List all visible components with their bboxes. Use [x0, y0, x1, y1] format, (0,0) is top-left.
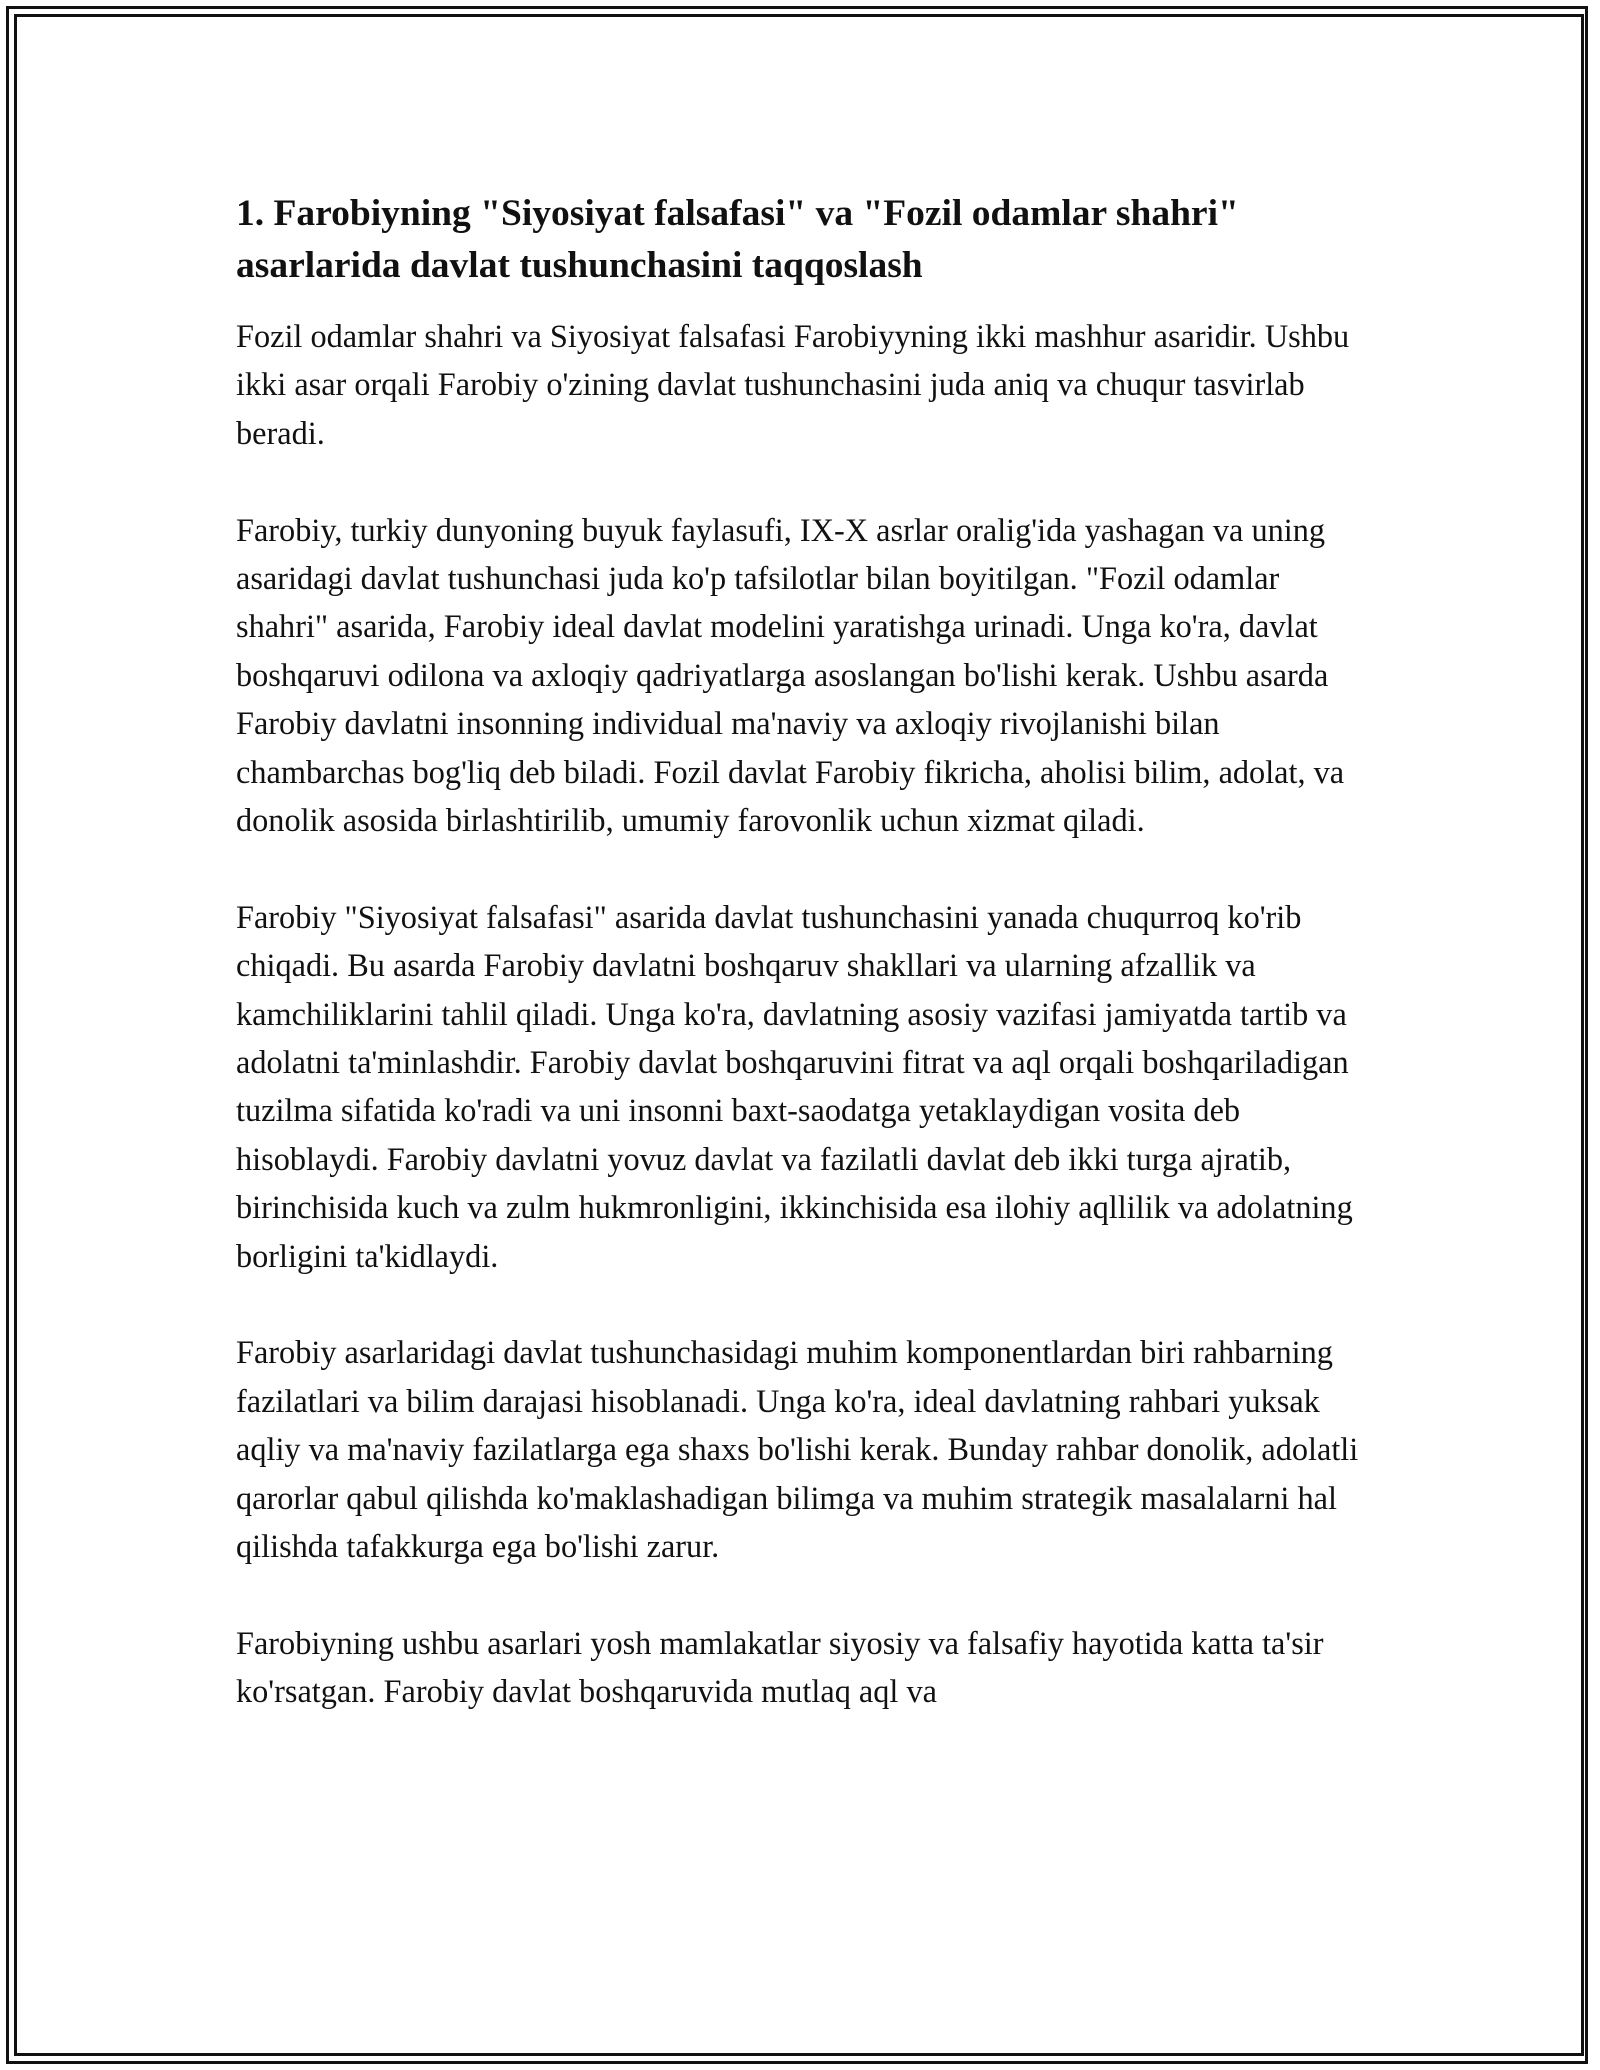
paragraph-5: Farobiyning ushbu asarlari yosh mamlakatlar siyosiy va falsafiy hayotida katta ta'sir ko'rsatgan. Farobiy davlat boshqaruvida mutlaq aql va [236, 1624, 1324, 1710]
paragraph-4: Farobiy asarlaridagi davlat tushunchasidagi muhim komponentlardan biri rahbarning fazilatlari va bilim darajasi hisoblanadi. Unga ko'ra, ideal davlatning rahbari yuksak aqliy va ma'naviy fazilatlarga ega shaxs bo'lishi kerak. Bunday rahbar donolik, adolatli qarorlar qabul qilishda ko'maklashadigan bilimga va muhim strategik masalalarni hal qilishda tafakkurga ega bo'lishi zarur. [236, 1334, 1359, 1565]
document-heading: 1. Farobiyning "Siyosiyat falsafasi" va "Fozil odamlar shahri" asarlarida davlat tushunchasini taqqoslash [236, 193, 1239, 286]
document-body [236, 188, 1376, 1764]
paragraph-1: Fozil odamlar shahri va Siyosiyat falsafasi Farobiyyning ikki mashhur asaridir. Ushbu ikki asar orqali Farobiy o'zining davlat tushunchasini juda aniq va chuqur tasvirlab beradi. [236, 318, 1350, 451]
paragraph-2: Farobiy, turkiy dunyoning buyuk faylasufi, IX-X asrlar oralig'ida yashagan va uning asaridagi davlat tushunchasi juda ko'p tafsilotlar bilan boyitilgan. "Fozil odamlar shahri" asarida, Farobiy ideal davlat modelini yaratishga urinadi. Unga ko'ra, davlat boshqaruvi odilona va axloqiy qadriyatlarga asoslangan bo'lishi kerak. Ushbu asarda Farobiy davlatni insonning individual ma'naviy va axloqiy rivojlanishi bilan chambarchas bog'liq deb biladi. Fozil davlat Farobiy fikricha, aholisi bilim, adolat, va donolik asosida birlashtirilib, umumiy farovonlik uchun xizmat qiladi. [236, 511, 1345, 839]
paragraph-3: Farobiy "Siyosiyat falsafasi" asarida davlat tushunchasini yanada chuqurroq ko'rib chiqadi. Bu asarda Farobiy davlatni boshqaruv shakllari va ularning afzallik va kamchiliklarini tahlil qiladi. Unga ko'ra, davlatning asosiy vazifasi jamiyatda tartib va adolatni ta'minlashdir. Farobiy davlat boshqaruvini fitrat va aql orqali boshqariladigan tuzilma sifatida ko'radi va uni insonni baxt-saodatga yetaklaydigan vosita deb hisoblaydi. Farobiy davlatni yovuz davlat va fazilatli davlat deb ikki turga ajratib, birinchisida kuch va zulm hukmronligini, ikkinchisida esa ilohiy aqllilik va adolatning borligini ta'kidlaydi. [236, 898, 1353, 1274]
